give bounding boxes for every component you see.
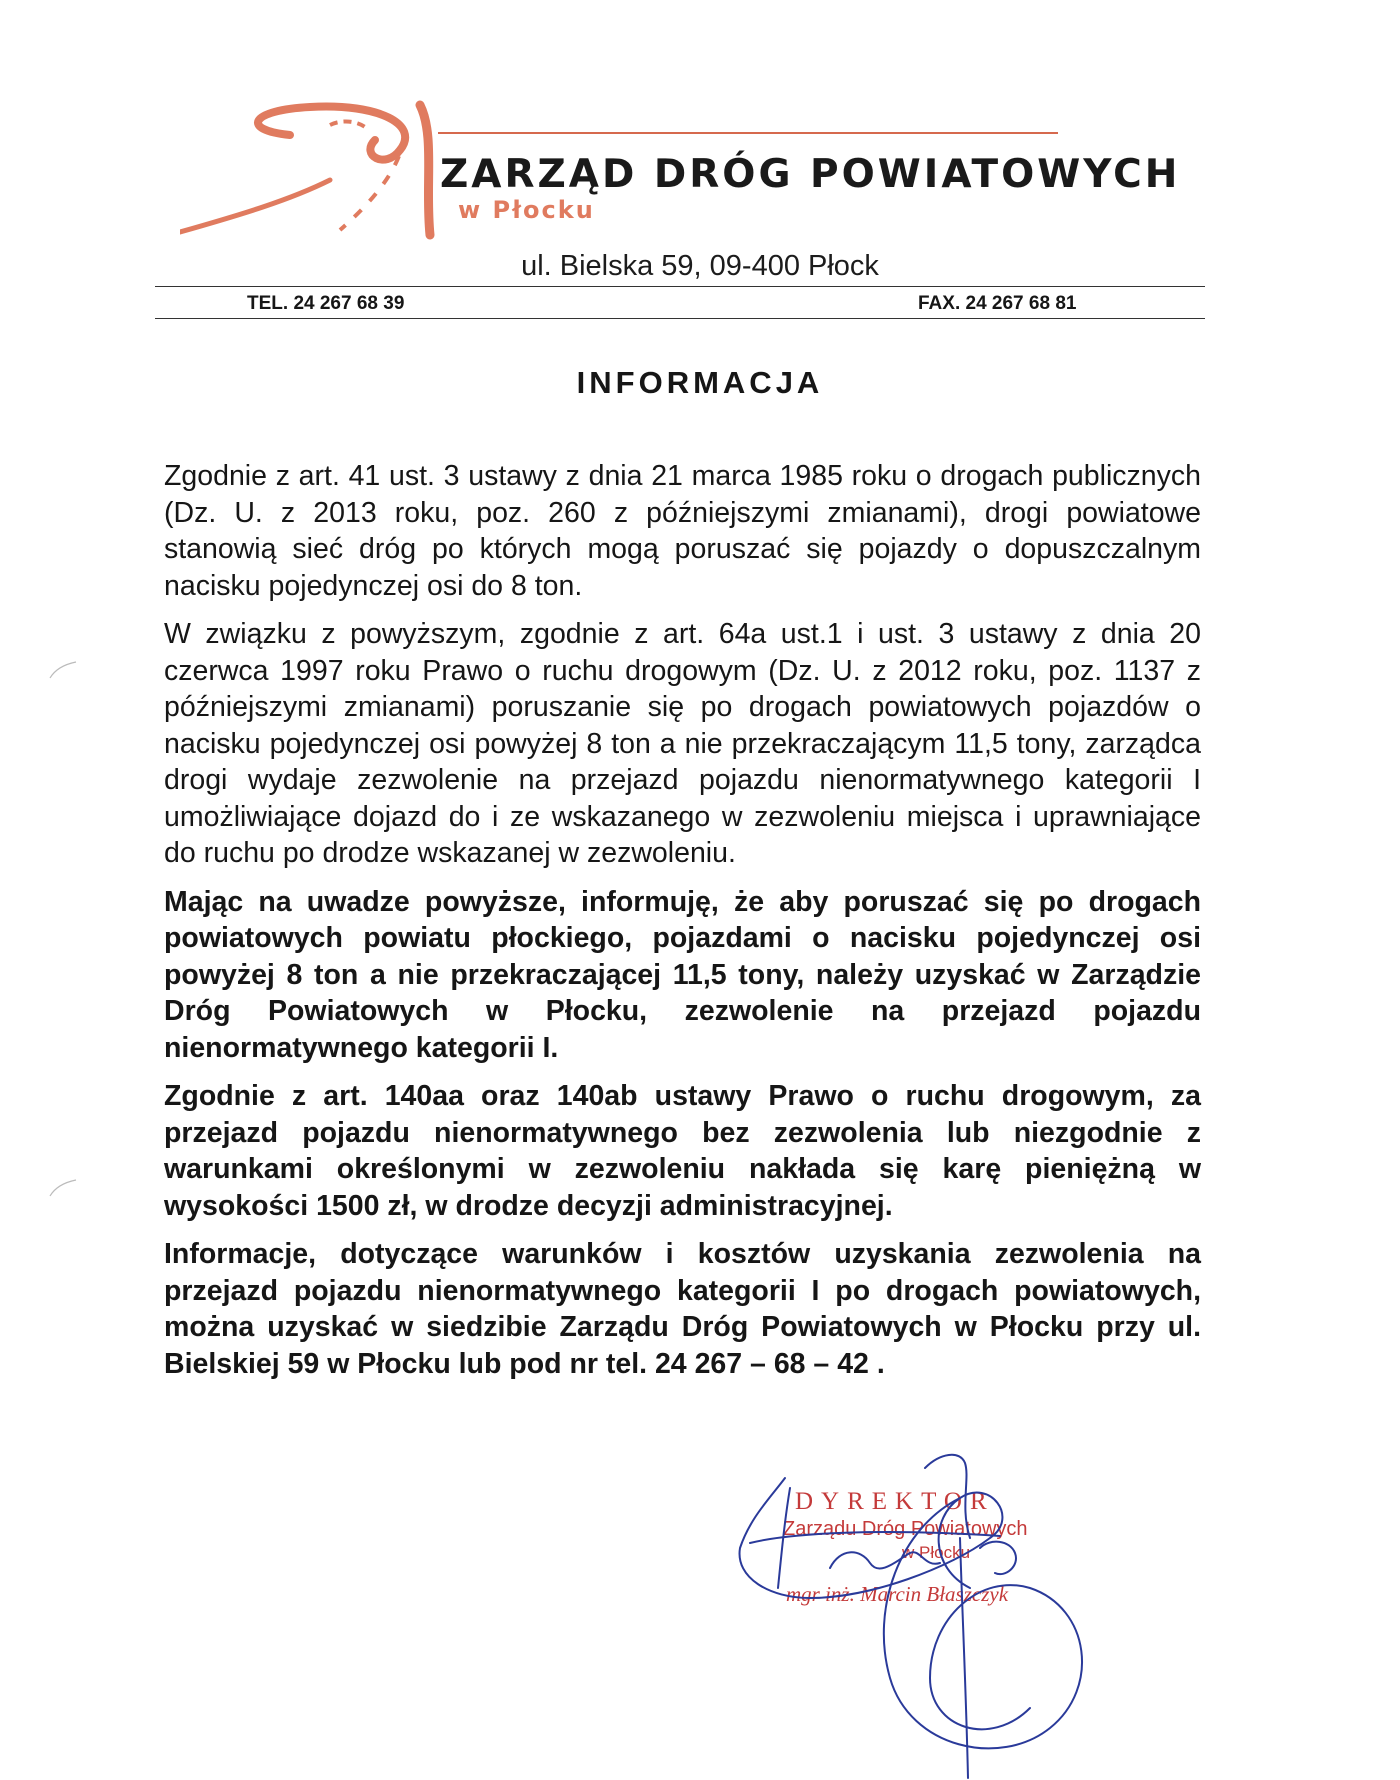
punch-mark-icon [48,1178,78,1198]
paragraph: Zgodnie z art. 140aa oraz 140ab ustawy Prawo o ruchu drogowym, za przejazd pojazdu nienormatywnego bez zezwolenia lub niezgodnie z warunkami określonymi w zezwoleniu nakłada się karę pieniężną w wysokości 1500 zł, w drodze decyzji administracyjnej. [164,1080,1201,1222]
road-logo-icon [180,95,460,245]
divider [155,286,1205,287]
stamp-name: mgr inż. Marcin Błaszczyk [786,1582,1009,1606]
stamp-line: w Płocku [902,1543,971,1562]
paragraph: W związku z powyższym, zgodnie z art. 64a ust.1 i ust. 3 ustawy z dnia 20 czerwca 1997 roku Prawo o ruchu drogowym (Dz. U. z 2012 roku, poz. 1137 z późniejszymi zmianami) poruszanie się po drogach powiatowych pojazdów o nacisku pojedynczej osi powyżej 8 ton a nie przekraczającym 11,5 tony, zarządca drogi wydaje zezwolenie na przejazd pojazdu nienormatywnego kategorii I umożliwiające dojazd do i ze wskazanego w zezwoleniu miejsca i uprawniające do ruchu po drodze wskazanej w zezwoleniu. [164,618,1201,869]
organization-name: ZARZĄD DRÓG POWIATOWYCH [440,152,1181,197]
stamp-line: Zarządu Dróg Powiatowych [783,1518,1028,1540]
paragraph: Zgodnie z art. 41 ust. 3 ustawy z dnia 21 marca 1985 roku o drogach publicznych (Dz. U. z 2013 roku, poz. 260 z późniejszymi zmianami), drogi powiatowe stanowią sieć dróg po których mogą poruszać się pojazdy o dopuszczalnym nacisku pojedynczej osi do 8 ton. [164,460,1201,602]
fax: FAX. 24 267 68 81 [918,293,1077,314]
telephone: TEL. 24 267 68 39 [247,293,405,314]
paragraph: Informacje, dotyczące warunków i kosztów uzyskania zezwolenia na przejazd pojazdu nienormatywnego kategorii I po drogach powiatowych, można uzyskać w siedzibie Zarządu Dróg Powiatowych w Płocku przy ul. Bielskiej 59 w Płocku lub pod nr tel. 24 267 – 68 – 42 . [164,1238,1201,1380]
address: ul. Bielska 59, 09-400 Płock [521,250,879,282]
document-title: INFORMACJA [576,365,824,400]
paragraph: Mając na uwadze powyższe, informuję, że aby poruszać się po drogach powiatowych powiatu płockiego, pojazdami o nacisku pojedynczej osi powyżej 8 ton a nie przekraczającej 11,5 tony, należy uzyskać w Zarządzie Dróg Powiatowych w Płocku, zezwolenie na przejazd pojazdu nienormatywnego kategorii I. [164,885,1201,1064]
punch-mark-icon [48,660,78,680]
letterhead-rule [438,132,1058,134]
divider [155,318,1205,319]
document-body [164,458,1201,1394]
organization-city: w Płocku [458,196,595,224]
stamp-title: DYREKTOR [795,1488,995,1515]
